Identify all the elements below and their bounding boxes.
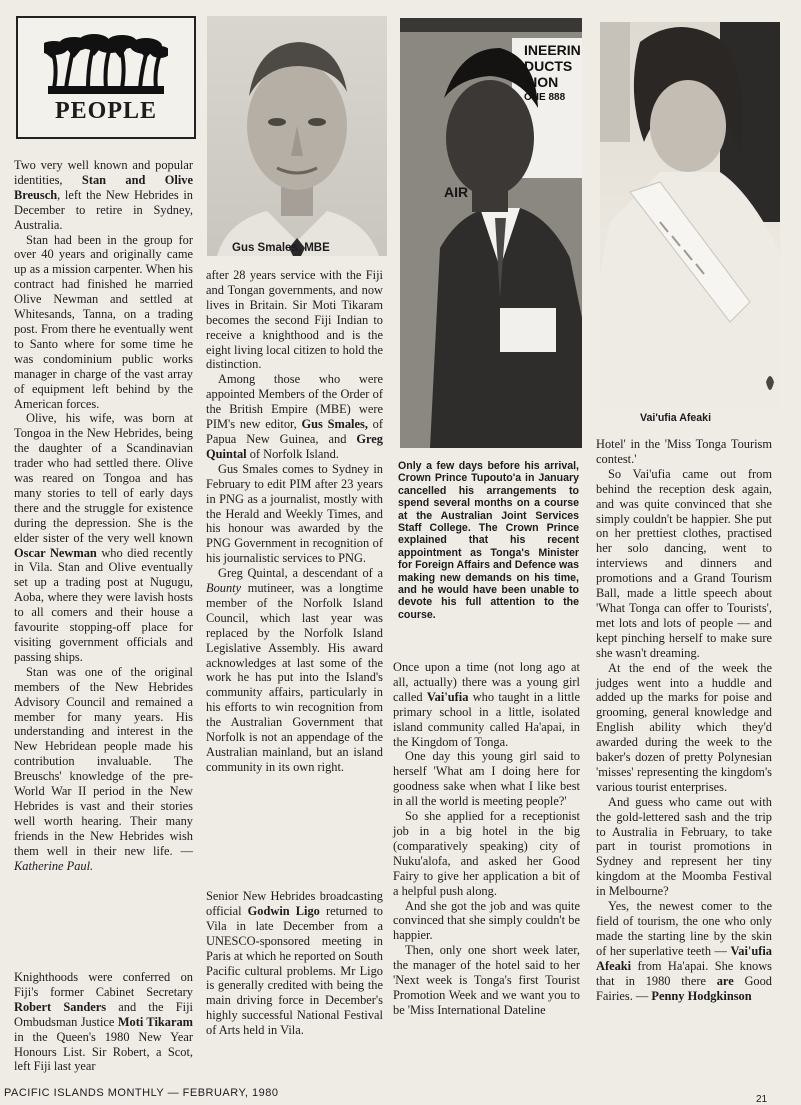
photo-vaiufia-afeaki	[600, 22, 780, 408]
paragraph: Senior New Hebrides broadcasting official Godwin Ligo returned to Vila in late December from a UNESCO-sponsored meeting in Paris at which he reported on South Pacific cultural problems. Mr Ligo is generally credited with being the main driving force in December's highly successful National Festival of Arts held in Vila.	[206, 889, 383, 1038]
name-moti: Moti Tikaram	[117, 1014, 194, 1029]
palm-trees-icon	[44, 26, 168, 96]
photo-crown-prince	[400, 18, 582, 448]
article-honours	[206, 268, 383, 775]
paragraph: Then, only one short week later, the manager of the hotel said to her 'Next week is Tonga's first Tourist Promotion Week and we want you to be 'Miss International Dateline	[393, 943, 580, 1017]
photo-caption: Vai'ufia Afeaki	[640, 412, 712, 424]
paragraph: And she got the job and was quite convinced that she simply couldn't be happier.	[393, 898, 580, 943]
name-stan-olive: Stan and Olive Breusch	[14, 172, 193, 202]
article-knighthoods	[14, 970, 193, 1074]
running-footer: PACIFIC ISLANDS MONTHLY — FEBRUARY, 1980	[4, 1087, 279, 1099]
background-sign: INEERIN DUCTS SION ONE 888	[524, 42, 581, 103]
paragraph: Stan was one of the original members of the New Hebrides Advisory Council and remained a member for many years. His understanding and interest in the New Hebridean people made his contribution invaluable. The Breuschs' knowledge of the pre-World War II period in the New Hebrides is vast and their stories well worth hearing. Their many friends in the New Hebrides wish them well in their new life. — Katherine Paul.	[14, 664, 193, 873]
photo-caption: Only a few days before his arrival, Crown Prince Tupouto'a in January cancelled his arrangements to spend several months on a course at the Australian Joint Services Staff College. The Crown Prince explained that his recent appointment as Tonga's Minister for Foreign Affairs and Defence was making new demands on his time, and he would have been unable to devote his full attention to the course.	[398, 460, 579, 621]
article-vaiufia	[393, 660, 580, 1018]
name-gus: Gus Smales,	[301, 417, 368, 432]
name-godwin: Godwin Ligo	[247, 903, 320, 918]
section-title: PEOPLE	[54, 98, 157, 124]
paragraph: Yes, the newest comer to the field of tourism, the one who only made the starting line by the skin of her superlative teeth — Vai'ufia Afeaki from Ha'apai. She knows that in 1980 there are Good Fairies. — Penny Hodgkinson	[596, 899, 772, 1003]
paragraph: One day this young girl said to herself 'What am I doing here for goodness sake when what I like best in all the world is meeting people?'	[393, 749, 580, 809]
paragraph: Greg Quintal, a descendant of a Bounty mutineer, was a longtime member of the Norfolk Island Council, which last year was replaced by the Norfolk Island Legislative Assembly. His award acknowledges at last some of the work he has put into the Island's community affairs, particularly in his efforts to win recognition from the Australian Government that Norfolk is not an appendage of the Australian mainland, but an island community in its own right.	[206, 566, 383, 774]
section-masthead	[16, 16, 196, 139]
background-sign-fragment: AIR	[444, 184, 469, 200]
name-oscar: Oscar Newman	[14, 545, 97, 560]
photo-caption: Gus Smales, MBE	[232, 242, 330, 254]
name-vaiufia: Vai'ufia	[426, 689, 469, 704]
paragraph: Two very well known and popular identities, Stan and Olive Breusch, left the New Hebrides in December to retire in Sydney, Australia.	[14, 158, 193, 232]
paragraph: So she applied for a receptionist job in a big hotel in the big (comparatively speaking) city of Nuku'alofa, and asked her Good Fairy to give her application a bit of a helpful push along.	[393, 809, 580, 898]
paragraph: Olive, his wife, was born at Tongoa in the New Hebrides, being the daughter of a Scandinavian trader who had settled there. Olive was reared on Tongoa and has many stories to tell of early days there and the struggle for existence during the depression. She is the elder sister of the very well known Oscar Newman who died recently in Vila. Stan and Olive eventually set up a trading post at Nugugu, Aoba, where they were lavish hosts to all comers and their house a favourite stopping-off place for visiting government officials and passing ships.	[14, 411, 193, 664]
name-vaiufia-afeaki: Vai'ufia Afeaki	[596, 943, 772, 973]
photo-gus-smales	[207, 16, 387, 256]
page-number: 21	[756, 1094, 768, 1105]
name-robert: Robert Sanders	[14, 999, 107, 1014]
article-ligo	[206, 889, 383, 1038]
paragraph: Stan had been in the group for over 40 years and originally came up as a mission carpenter. When his contract had finished he married Olive Newman and settled at Whitesands, Tanna, on a trading post. From there he eventually went to Santo where for some time he was condominium public works manager in charge of the vast array of equipment left behind by the American forces.	[14, 232, 193, 411]
paragraph: And guess who came out with the gold-lettered sash and the trip to Australia in February, to take part in tourist promotions in Sydney and represent her tiny kingdom at the Moomba Festival in Melbourne?	[596, 794, 772, 899]
ship-name: Bounty	[206, 581, 242, 596]
emphasis-are: are	[716, 973, 734, 988]
article-vaiufia-continued	[596, 437, 772, 1003]
paragraph: after 28 years service with the Fiji and Tongan governments, and now lives in Britain. Sir Moti Tikaram becomes the second Fiji Indian to receive a knighthood and is the eight living local citizen to hold the distinction.	[206, 268, 383, 372]
paragraph: Gus Smales comes to Sydney in February to edit PIM after 23 years in PNG as a journalist, mostly with the Herald and Weekly Times, and his honour was awarded by the PNG Government in recognition of his journalistic services to PNG.	[206, 461, 383, 566]
name-greg: Greg Quintal	[206, 431, 383, 461]
paragraph: Among those who were appointed Members of the Order of the British Empire (MBE) were PIM's new editor, Gus Smales, of Papua New Guinea, and Greg Quintal of Norfolk Island.	[206, 372, 384, 461]
paragraph: Once upon a time (not long ago at all, actually) there was a young girl called Vai'ufia who taught in a little primary school in a little, isolated island community called Ha'apai, in the Kingdom of Tonga.	[393, 660, 580, 749]
paragraph: At the end of the week the judges went into a huddle and added up the marks for poise and grooming, general knowledge and English ability which they'd awarded during the week to the baker's dozen of pretty Polynesian 'misses' representing the kingdom's various tourist enterprises.	[596, 660, 772, 794]
portrait-image	[600, 22, 780, 408]
byline: Penny Hodgkinson	[651, 988, 752, 1003]
paragraph: Hotel' in the 'Miss Tonga Tourism contest.'	[596, 437, 772, 466]
byline: Katherine Paul.	[14, 858, 94, 873]
paragraph: So Vai'ufia came out from behind the reception desk again, and was quite convinced that she simply couldn't be happier. She put on her prettiest clothes, practised her solo dancing, went to interviews and dinners and promotions and a Grand Tourism Ball, made a little speech about 'What Tonga can offer to Tourists', met lots and lots of people — and kept pinching herself to make sure she wasn't dreaming.	[596, 466, 772, 660]
portrait-image	[207, 16, 387, 256]
paragraph: Knighthoods were conferred on Fiji's former Cabinet Secretary Robert Sanders and the Fiji Ombudsman Justice Moti Tikaram in the Queen's 1980 New Year Honours List. Sir Robert, a Scot, left Fiji last year	[14, 970, 194, 1074]
article-breusch	[14, 158, 193, 874]
